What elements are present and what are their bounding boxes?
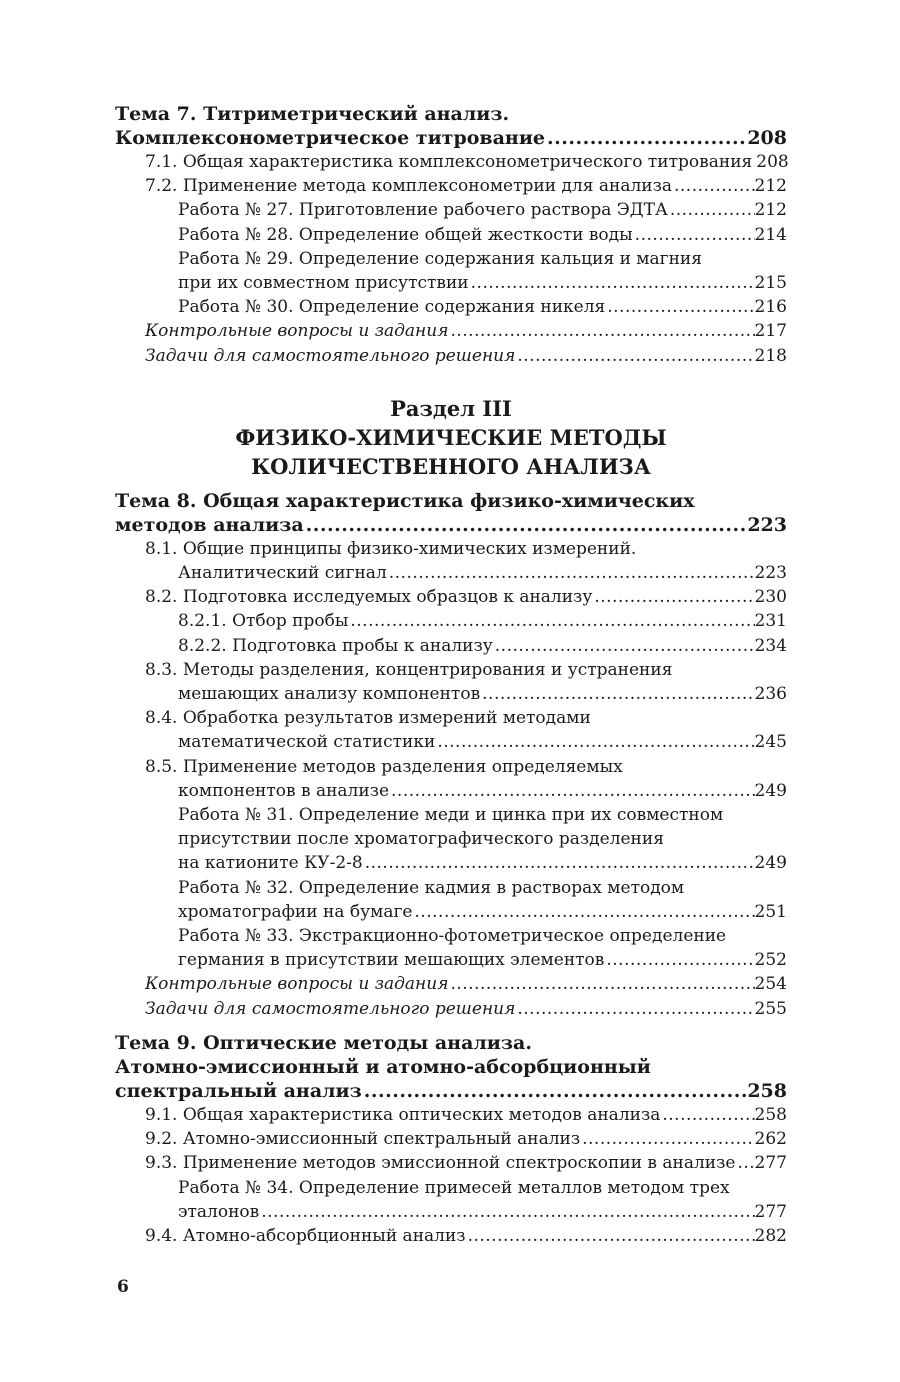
toc-entry-line: присутствии после хроматографического разделения — [178, 829, 664, 850]
page-ref: 255 — [754, 998, 787, 1019]
page-ref: 212 — [754, 176, 787, 197]
entry-title: 9.4. Атомно-абсорбционный анализ — [145, 1225, 466, 1246]
topic-heading: Тема 9. Оптические методы анализа. — [115, 1031, 532, 1054]
entry-title: Задачи для самостоятельного решения — [145, 345, 516, 366]
entry-title: 7.1. Общая характеристика комплексонометрического титрования — [145, 152, 753, 172]
page-ref: 252 — [754, 950, 787, 971]
entry-title: Контрольные вопросы и задания — [145, 321, 449, 342]
toc-topic-9 — [115, 1031, 787, 1248]
toc-topic-7 — [115, 102, 787, 368]
toc-entry — [115, 972, 787, 996]
toc-entry — [115, 585, 787, 609]
toc-entry-line: Работа № 32. Определение кадмия в растворах методом — [178, 877, 685, 898]
page-ref: 223 — [754, 563, 787, 584]
section-label: Раздел III — [390, 395, 512, 421]
page-ref: 212 — [754, 200, 787, 221]
toc-entry — [115, 851, 787, 875]
toc-entry — [115, 948, 787, 972]
page-ref: 277 — [754, 1153, 787, 1174]
toc-entry — [115, 1200, 787, 1224]
topic-heading-line — [115, 1079, 787, 1103]
page-ref: 223 — [747, 513, 787, 536]
page-ref: 282 — [754, 1225, 787, 1246]
toc-entry — [115, 1103, 787, 1127]
toc-entry — [115, 223, 787, 247]
toc-entry — [115, 150, 787, 174]
topic-heading-line — [115, 126, 787, 150]
page-ref: 218 — [754, 345, 787, 366]
entry-title: Работа № 27. Приготовление рабочего раствора ЭДТА — [178, 200, 668, 221]
entry-title: Задачи для самостоятельного решения — [145, 998, 516, 1019]
page-ref: 249 — [754, 853, 787, 874]
topic-heading-line: Атомно-эмиссионный и атомно-абсорбционный — [115, 1055, 651, 1078]
entry-title: мешающих анализу компонентов — [178, 684, 481, 705]
toc-entry — [115, 900, 787, 924]
entry-title: 7.2. Применение метода комплексонометрии для анализа — [145, 176, 672, 197]
toc-entry — [115, 174, 787, 198]
page-ref: 251 — [754, 901, 787, 922]
entry-title: хроматографии на бумаге — [178, 901, 413, 922]
toc-topic-8 — [115, 489, 787, 1021]
page-ref: 262 — [754, 1129, 787, 1150]
toc-entry-line: Работа № 34. Определение примесей металлов методом трех — [178, 1177, 730, 1198]
toc-entry-line: Работа № 29. Определение содержания кальция и магния — [178, 248, 702, 269]
page-number: 6 — [117, 1277, 129, 1297]
topic-title: Комплексонометрическое титрование — [115, 127, 545, 149]
toc-entry — [115, 609, 787, 633]
entry-title: германия в присутствии мешающих элементов — [178, 950, 605, 971]
topic-heading: Тема 8. Общая характеристика физико-химических — [115, 489, 695, 512]
entry-title: 8.2.2. Подготовка пробы к анализу — [178, 635, 493, 656]
entry-title: Работа № 28. Определение общей жесткости воды — [178, 224, 633, 245]
topic-title: спектральный анализ — [115, 1079, 362, 1102]
toc-entry — [115, 779, 787, 803]
page-ref: 214 — [754, 224, 787, 245]
entry-title: на катионите КУ-2-8 — [178, 853, 363, 874]
table-of-contents — [115, 102, 787, 1248]
page-ref: 254 — [754, 974, 787, 995]
entry-title: 9.3. Применение методов эмиссионной спектроскопии в анализе — [145, 1153, 736, 1174]
page-ref: 245 — [754, 732, 787, 753]
entry-title: Работа № 30. Определение содержания никеля — [178, 297, 606, 318]
entry-title: математической статистики — [178, 732, 436, 753]
entry-title: Контрольные вопросы и задания — [145, 974, 449, 995]
entry-title: 9.1. Общая характеристика оптических методов анализа — [145, 1104, 661, 1125]
toc-entry — [115, 997, 787, 1021]
toc-entry — [115, 1151, 787, 1175]
toc-entry — [115, 561, 787, 585]
page-ref: 215 — [754, 273, 787, 294]
page-ref: 249 — [754, 780, 787, 801]
page-ref: 277 — [754, 1201, 787, 1222]
toc-entry — [115, 1127, 787, 1151]
page-ref: 258 — [754, 1104, 787, 1125]
entry-title: 9.2. Атомно-эмиссионный спектральный анализ — [145, 1129, 581, 1150]
toc-entry — [115, 319, 787, 343]
entry-title: эталонов — [178, 1201, 260, 1222]
toc-entry-line: 8.3. Методы разделения, концентрирования и устранения — [145, 659, 673, 680]
toc-entry-line: Работа № 31. Определение меди и цинка при их совместном — [178, 805, 724, 826]
entry-title: Аналитический сигнал — [178, 563, 387, 584]
topic-title: методов анализа — [115, 513, 304, 536]
page-ref: 236 — [754, 684, 787, 705]
toc-entry — [115, 730, 787, 754]
page-ref: 217 — [754, 321, 787, 342]
entry-title: 8.2.1. Отбор пробы — [178, 611, 349, 632]
toc-entry — [115, 634, 787, 658]
toc-entry-line: Работа № 33. Экстракционно-фотометрическое определение — [178, 926, 727, 947]
entry-title: 8.2. Подготовка исследуемых образцов к анализу — [145, 587, 593, 608]
toc-entry-line: 8.1. Общие принципы физико-химических измерений. — [145, 538, 637, 559]
toc-entry — [115, 295, 787, 319]
toc-entry-line: 8.5. Применение методов разделения определяемых — [145, 756, 623, 777]
entry-title: компонентов в анализе — [178, 780, 390, 801]
topic-heading-line — [115, 513, 787, 537]
toc-entry — [115, 344, 787, 368]
toc-entry-line: 8.4. Обработка результатов измерений методами — [145, 708, 591, 729]
toc-entry — [115, 682, 787, 706]
page-ref: 231 — [754, 611, 787, 632]
section-heading — [115, 394, 787, 481]
section-title-line: ФИЗИКО-ХИМИЧЕСКИЕ МЕТОДЫ — [235, 424, 667, 450]
page-ref: 234 — [754, 635, 787, 656]
toc-entry — [115, 271, 787, 295]
page-ref: 230 — [754, 587, 787, 608]
section-title-line: КОЛИЧЕСТВЕННОГО АНАЛИЗА — [251, 453, 651, 479]
page-ref: 208 — [747, 127, 787, 149]
toc-entry — [115, 1224, 787, 1248]
toc-entry — [115, 198, 787, 222]
topic-heading: Тема 7. Титриметрический анализ. — [115, 103, 510, 125]
page-ref: 208 — [756, 152, 789, 172]
page-ref: 258 — [747, 1079, 787, 1102]
page-ref: 216 — [754, 297, 787, 318]
entry-title: при их совместном присутствии — [178, 273, 469, 294]
